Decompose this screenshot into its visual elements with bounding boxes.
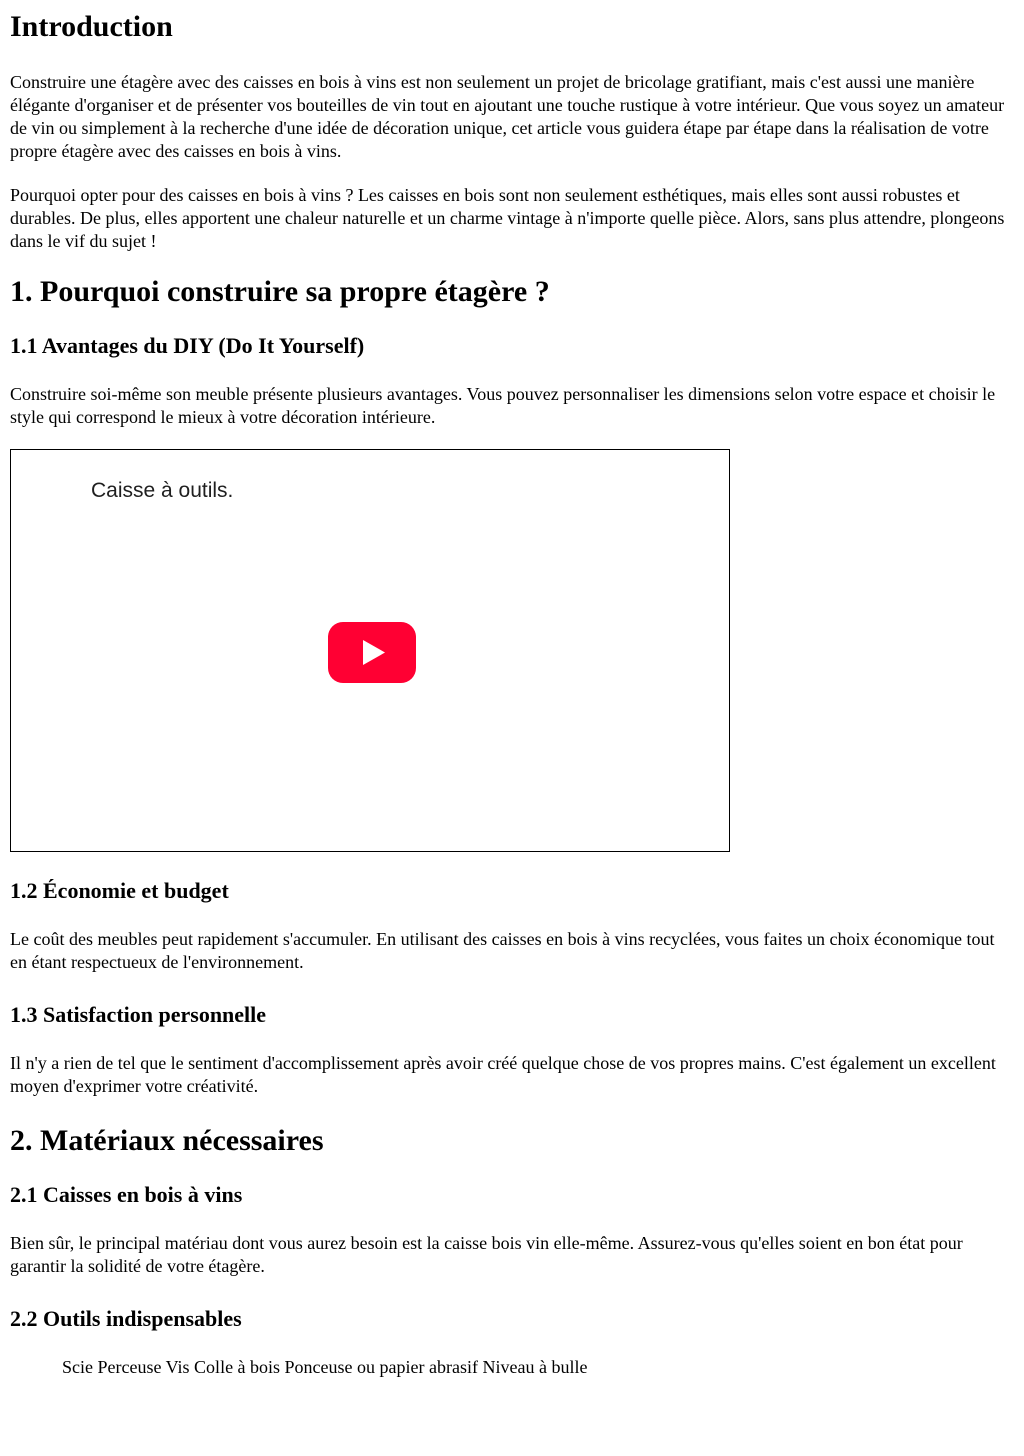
video-title[interactable]: Caisse à outils. (91, 479, 234, 502)
article (0, 10, 1024, 1379)
section-1-3-heading: 1.3 Satisfaction personnelle (10, 1002, 267, 1027)
intro-paragraph-1: Construire une étagère avec des caisses en bois à vins est non seulement un projet de bricolage gratifiant, mais c'est aussi une manière élégante d'organiser et de présenter vos bouteilles de vin tout en ajoutant une touche rustique à votre intérieur. Que vous soyez un amateur de vin ou simplement à la recherche d'une idée de décoration unique, cet article vous guidera étape par étape dans la réalisation de votre propre étagère avec des caisses en bois à vins. (10, 72, 1005, 161)
youtube-play-icon[interactable] (328, 622, 416, 683)
intro-paragraph-2: Pourquoi opter pour des caisses en bois à vins ? Les caisses en bois sont non seulement esthétiques, mais elles sont aussi robustes et durables. De plus, elles apportent une chaleur naturelle et un charme vintage à n'importe quelle pièce. Alors, sans plus attendre, plongeons dans le vif du sujet ! (10, 185, 1005, 251)
section-2-1-heading: 2.1 Caisses en bois à vins (10, 1182, 243, 1207)
video-embed[interactable] (10, 449, 730, 852)
section-1-2-text: Le coût des meubles peut rapidement s'accumuler. En utilisant des caisses en bois à vins recyclées, vous faites un choix économique tout en étant respectueux de l'environnement. (10, 929, 995, 972)
section-2-heading: 2. Matériaux nécessaires (10, 1124, 324, 1157)
intro-heading: Introduction (10, 10, 173, 43)
section-1-1-heading: 1.1 Avantages du DIY (Do It Yourself) (10, 333, 365, 358)
section-2-1-text: Bien sûr, le principal matériau dont vous aurez besoin est la caisse bois vin elle-même. Assurez-vous qu'elles soient en bon état pour garantir la solidité de votre étagère. (10, 1233, 963, 1276)
section-2-2-heading: 2.2 Outils indispensables (10, 1306, 242, 1331)
tools-list: Scie Perceuse Vis Colle à bois Ponceuse ou papier abrasif Niveau à bulle (62, 1357, 588, 1377)
section-1-1-text: Construire soi-même son meuble présente plusieurs avantages. Vous pouvez personnaliser les dimensions selon votre espace et choisir le style qui correspond le mieux à votre décoration intérieure. (10, 384, 996, 427)
section-1-3-text: Il n'y a rien de tel que le sentiment d'accomplissement après avoir créé quelque chose de vos propres mains. C'est également un excellent moyen d'exprimer votre créativité. (10, 1053, 996, 1096)
section-1-2-heading: 1.2 Économie et budget (10, 878, 229, 903)
section-1-heading: 1. Pourquoi construire sa propre étagère ? (10, 275, 550, 308)
play-triangle-icon (328, 622, 416, 683)
